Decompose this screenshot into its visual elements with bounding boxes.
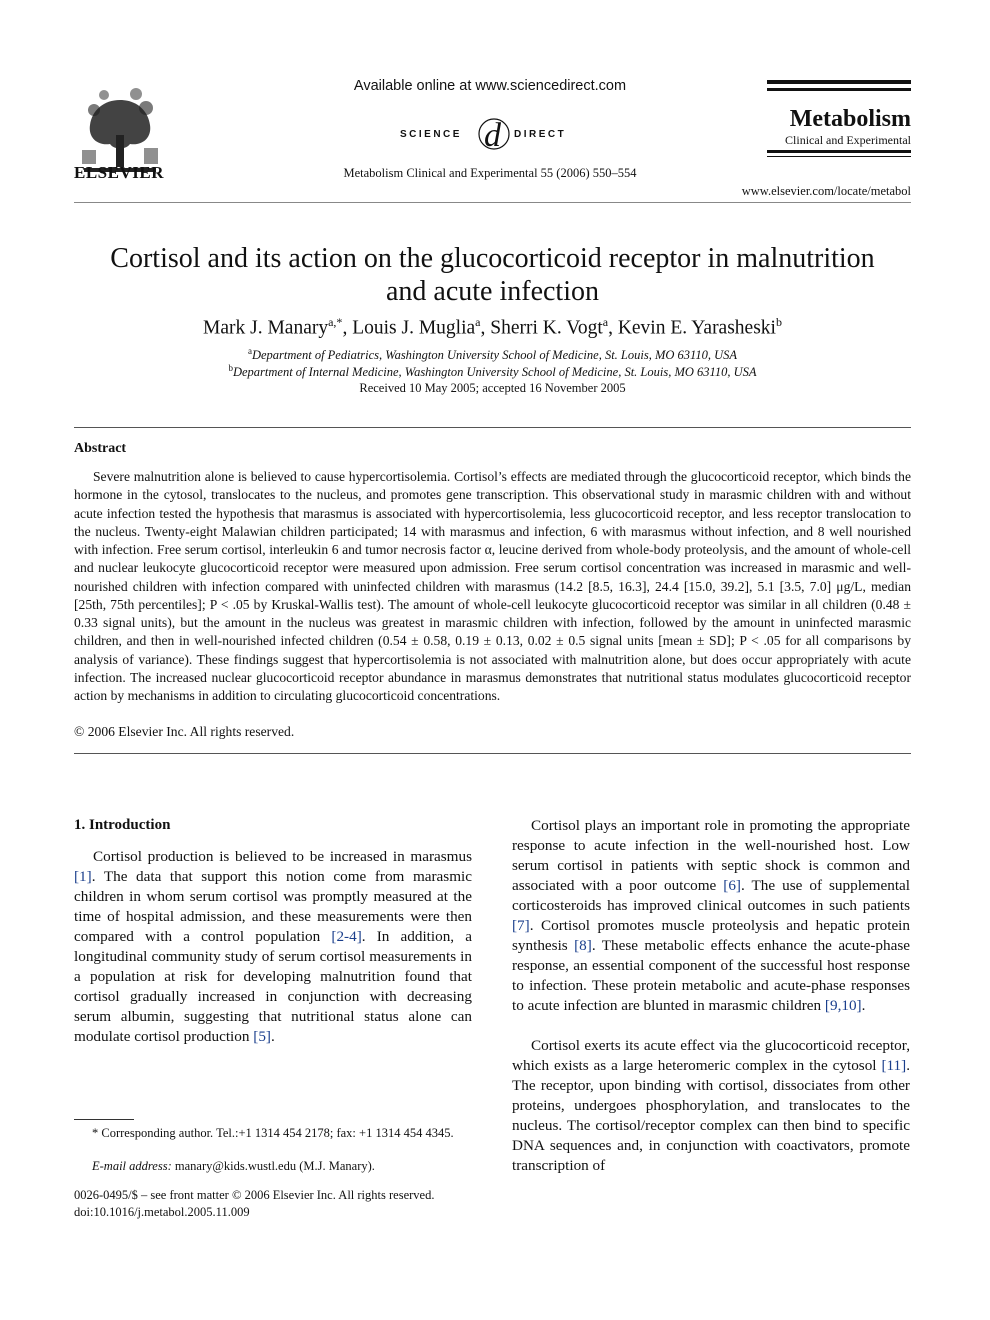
sciencedirect-left-text: SCIENCE bbox=[400, 129, 462, 140]
abstract-text: Severe malnutrition alone is believed to cause hypercortisolemia. Cortisol’s effects are mediated through the glucocorticoid receptor, which binds the hormone in the cytosol, translocates to the nucleus, and promotes gene transcription. This observational study in marasmic children with and without acute infection tested the hypothesis that marasmus is associated with hypercortisolemia, less glucocorticoid receptor, and less receptor translocation to the nucleus. Twenty-eight Malawian children participated; 14 with marasmus and infection, 6 with marasmus without infection, and 8 well nourished with infection. Free serum cortisol, interleukin 6 and tumor necrosis factor α, leucine derived from whole-body proteolysis, and the amount of whole-cell and nuclear leukocyte glucocorticoid receptor were measured upon admission. Free serum cortisol concentration was increased in marasmic and well-nourished children with infection compared with uninfected children with marasmus (14.2 [8.5, 16.3], 24.4 [15.0, 39.2], 5.1 [3.5, 7.0] μg/L, median [25th, 75th percentiles]; P < .05 by Kruskal-Wallis test). The amount of whole-cell leukocyte glucocorticoid receptor was similar in all children (0.48 ± 0.33 signal units), but the amount in the nucleus was greatest in marasmic children with infection, followed by the amount in uninfected marasmic children, and then in well-nourished infected children (0.54 ± 0.58, 0.19 ± 0.13, 0.02 ± 0.5 signal units [mean ± SD]; P < .05 for all comparisons by analysis of variance). These findings suggest that hypercortisolemia is not associated with malnutrition alone, but does occur appropriately with acute infection. The increased nuclear glucocorticoid receptor abundance in marasmus demonstrates that nutritional status modulates glucocorticoid receptor action by mechanisms in addition to circulating glucocorticoid concentrations. bbox=[74, 469, 911, 703]
email-footnote bbox=[74, 1158, 472, 1175]
available-online-text: Available online at www.sciencedirect.com bbox=[353, 78, 627, 94]
article-title bbox=[74, 242, 911, 308]
paragraph-text-run: . bbox=[270, 1028, 275, 1045]
paragraph-text-run: . These metabolic effects enhance the acute-phase response, an essential component of the successful host response to infection. These protein metabolic and acute-phase responses to acute infection are blunted in marasmic children bbox=[512, 937, 910, 1014]
paragraph-text-run: . The receptor, upon binding with cortisol, dissociates from other proteins, undergoes phosphorylation, and translocates to the nucleus. The cortisol/receptor complex can then bind to specific DNA sequences and, in conjunction with coactivators, promote transcription of bbox=[512, 1057, 910, 1174]
email-label: E-mail address: bbox=[92, 1159, 172, 1173]
sciencedirect-right-text: DIRECT bbox=[514, 129, 567, 140]
journal-subtitle: Clinical and Experimental bbox=[785, 133, 911, 147]
footnote-rule bbox=[74, 1119, 134, 1120]
paragraph-text-run: . The data that support this notion come from marasmic children in whom serum cortisol was promptly measured at the time of hospital admission, and these measurements were then compared with a control population bbox=[74, 868, 472, 945]
paragraph-text-run: . The use of supplemental corticosteroids has improved clinical outcomes in such patients bbox=[512, 877, 910, 914]
author-name[interactable]: Sherri K. Vogt bbox=[490, 317, 603, 339]
abstract-top-rule bbox=[74, 427, 911, 428]
author-name[interactable]: Mark J. Manary bbox=[203, 317, 329, 339]
journal-url-link[interactable]: www.elsevier.com/locate/metabol bbox=[741, 184, 911, 198]
abstract-heading: Abstract bbox=[74, 441, 127, 456]
affiliation-b: $^b$Department of Internal Medicine, Washington University School of Medicine, St. Louis, MO 63110, USA bbox=[228, 363, 757, 380]
received-dates: Received 10 May 2005; accepted 16 November 2005 bbox=[359, 381, 626, 395]
paragraph-text-run: Cortisol exerts its acute effect via the glucocorticoid receptor, which exists as a large heteromeric complex in the cytosol bbox=[512, 1037, 910, 1074]
journal-rule bbox=[767, 150, 911, 153]
title-line-2: and acute infection bbox=[385, 276, 599, 307]
publisher-name: ELSEVIER bbox=[74, 163, 164, 182]
citation-link[interactable]: [11] bbox=[881, 1057, 907, 1074]
journal-rule bbox=[767, 80, 911, 84]
paragraph-text-run: . Cortisol promotes muscle proteolysis and hepatic protein synthesis bbox=[512, 917, 910, 954]
journal-rule bbox=[767, 156, 911, 157]
citation-link[interactable]: [9,10] bbox=[824, 997, 862, 1014]
citation-link[interactable]: [8] bbox=[574, 937, 592, 954]
header-divider bbox=[74, 202, 911, 203]
journal-citation: Metabolism Clinical and Experimental 55 (2006) 550–554 bbox=[343, 166, 637, 180]
author-affiliation-mark[interactable]: b bbox=[775, 315, 782, 329]
author-name[interactable]: Louis J. Muglia bbox=[352, 317, 476, 339]
journal-title: Metabolism bbox=[789, 106, 911, 132]
author-affiliation-mark[interactable]: a bbox=[602, 315, 609, 329]
body-paragraph bbox=[512, 1036, 910, 1176]
section-heading-introduction: 1. Introduction bbox=[74, 817, 171, 833]
author-list: Mark J. Manary$^{a,*}$, Louis J. Muglia$^a$, Sherri K. Vogt$^a$, Kevin E. Yarasheski$^b$ bbox=[203, 315, 782, 339]
citation-link[interactable]: [6] bbox=[723, 877, 741, 894]
abstract-copyright: © 2006 Elsevier Inc. All rights reserved. bbox=[74, 724, 295, 739]
abstract-bottom-rule bbox=[74, 753, 911, 754]
email-address-link[interactable]: manary@kids.wustl.edu (M.J. Manary). bbox=[171, 1159, 375, 1173]
author-affiliation-mark[interactable]: a bbox=[475, 315, 481, 329]
front-matter-line: 0026-0495/$ – see front matter © 2006 Elsevier Inc. All rights reserved. bbox=[74, 1188, 435, 1202]
body-paragraph bbox=[74, 847, 472, 1047]
author-name[interactable]: Kevin E. Yarasheski bbox=[617, 317, 776, 339]
journal-rule bbox=[767, 88, 911, 91]
paragraph-text-run: . In addition, a longitudinal community study of serum cortisol measurements in a population at risk for developing malnutrition found that cortisol gradually increased in conjunction with decreasing serum albumin, suggesting that nutritional status alone can modulate cortisol production bbox=[74, 928, 472, 1045]
svg-text:d: d bbox=[484, 117, 501, 154]
citation-link[interactable]: [1] bbox=[74, 868, 92, 885]
corresponding-author-footnote: * Corresponding author. Tel.:+1 1314 454 2178; fax: +1 1314 454 4345. bbox=[92, 1126, 454, 1140]
paragraph-text-run: . bbox=[861, 997, 866, 1014]
title-line-1: Cortisol and its action on the glucocorticoid receptor in malnutrition bbox=[110, 243, 875, 274]
sciencedirect-logo bbox=[400, 116, 590, 156]
citation-link[interactable]: [5] bbox=[253, 1028, 271, 1045]
author-affiliation-mark[interactable]: a,* bbox=[328, 315, 343, 329]
citation-link[interactable]: [2-4] bbox=[331, 928, 362, 945]
body-paragraph bbox=[512, 816, 910, 1016]
paragraph-text-run: Cortisol plays an important role in promoting the appropriate response to acute infection in the well-nourished host. Low serum cortisol in patients with septic shock is common and associated with a poor outcome bbox=[512, 817, 910, 894]
paragraph-text-run: Cortisol production is believed to be increased in marasmus bbox=[93, 848, 472, 865]
affiliation-a: $^a$Department of Pediatrics, Washington University School of Medicine, St. Louis, MO 63110, USA bbox=[247, 346, 738, 363]
citation-link[interactable]: [7] bbox=[512, 917, 530, 934]
doi-link[interactable]: doi:10.1016/j.metabol.2005.11.009 bbox=[74, 1205, 250, 1219]
